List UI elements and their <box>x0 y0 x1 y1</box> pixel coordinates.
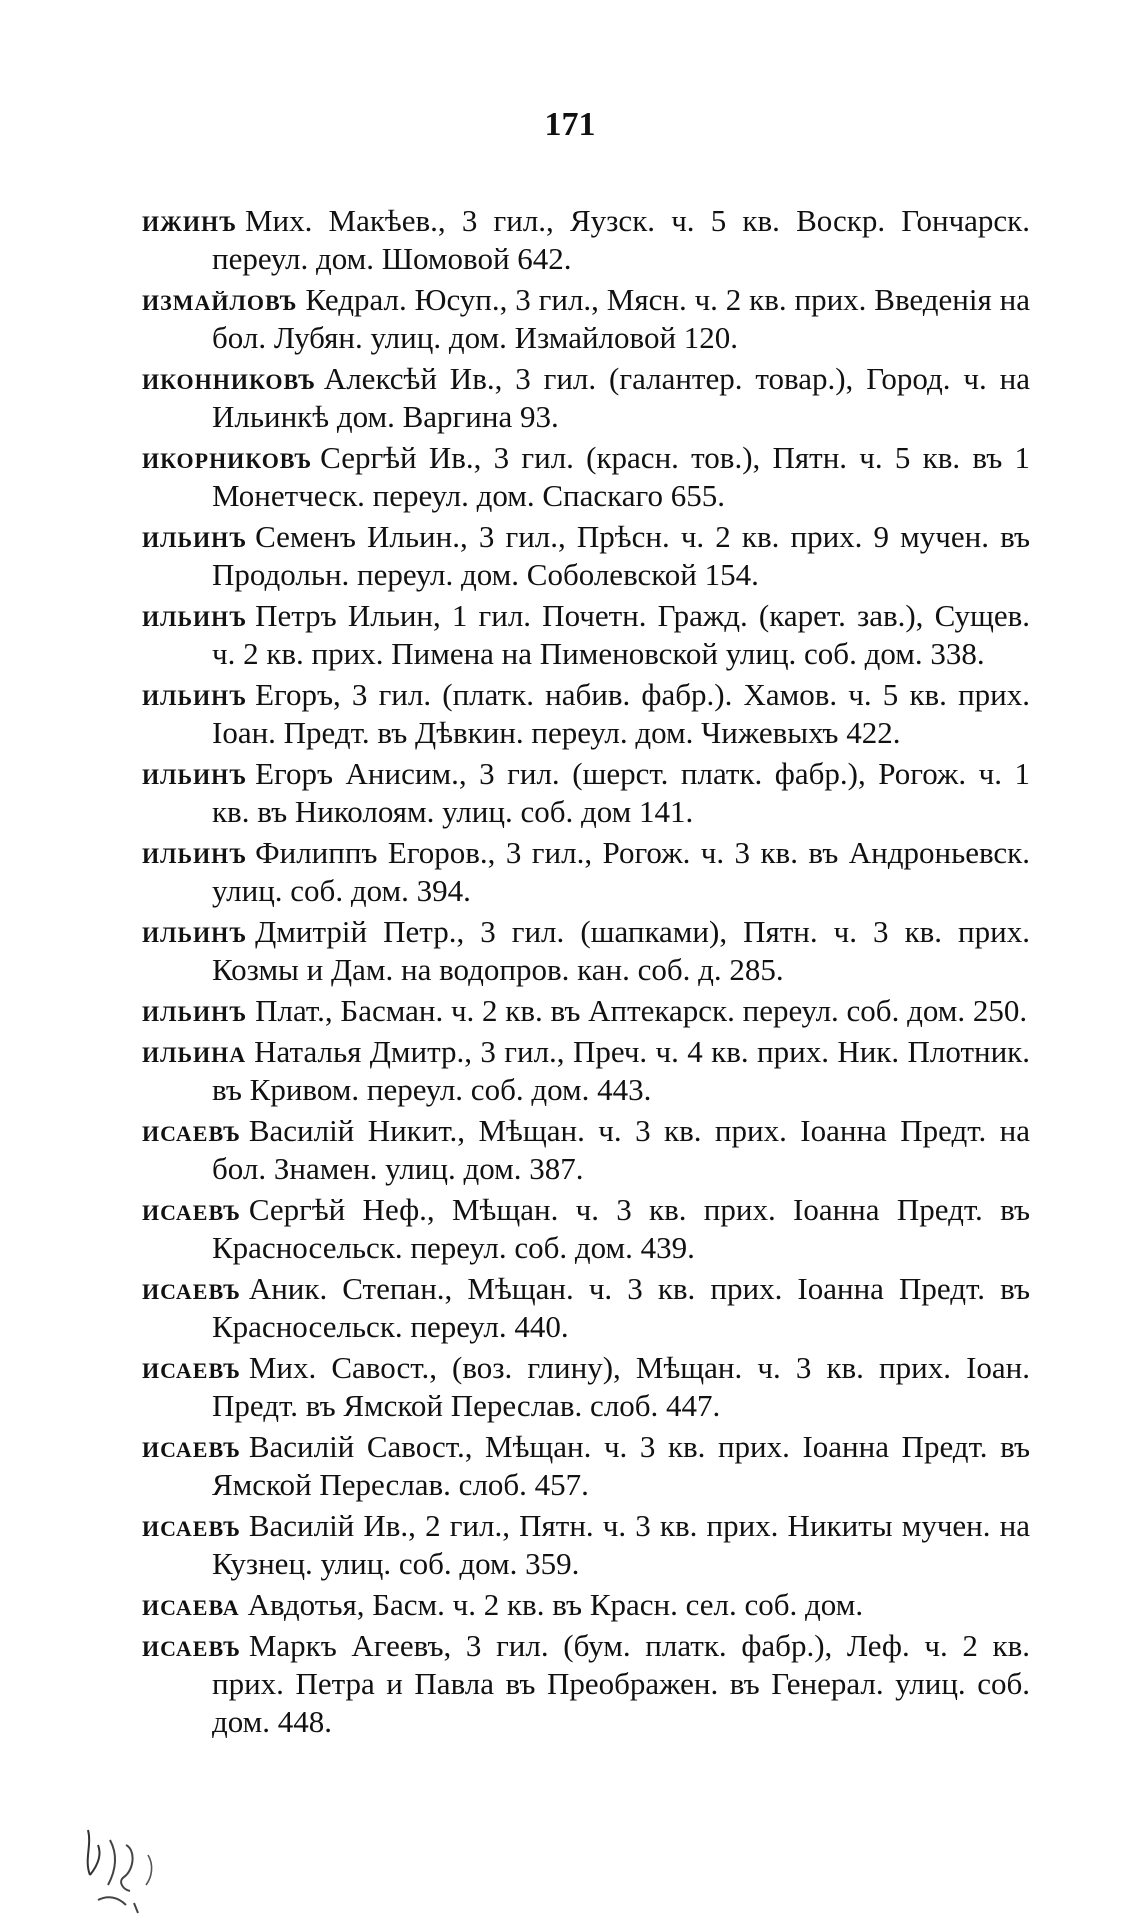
directory-entries <box>142 202 1030 1744</box>
entry-text: Филиппъ Егоров., 3 гил., Рогож. ч. 3 кв. въ Андроньевск. улиц. соб. дом. 394. <box>212 835 1030 908</box>
entry-text: Авдотья, Басм. ч. 2 кв. въ Красн. сел. соб. дом. <box>247 1587 864 1622</box>
entry-surname: иконниковъ <box>142 361 316 396</box>
entry-surname: измайловъ <box>142 282 298 317</box>
entry-surname: исаевъ <box>142 1192 241 1227</box>
entry-text: Василій Савост., Мѣщан. ч. 3 кв. прих. Іоанна Предт. въ Ямской Переслав. слоб. 457. <box>212 1429 1030 1502</box>
directory-entry <box>142 834 1030 910</box>
directory-entry <box>142 755 1030 831</box>
entry-text: Егоръ, 3 гил. (платк. набив. фабр.). Хамов. ч. 5 кв. прих. Іоан. Предт. въ Дѣвкин. переул. дом. Чижевыхъ 422. <box>212 677 1030 750</box>
entry-surname: ильинъ <box>142 677 248 712</box>
directory-entry <box>142 1349 1030 1425</box>
entry-surname: исаевъ <box>142 1271 241 1306</box>
directory-entry <box>142 1507 1030 1583</box>
entry-text: Мих. Макѣев., 3 гил., Яузск. ч. 5 кв. Воскр. Гончарск. переул. дом. Шомовой 642. <box>212 203 1030 276</box>
directory-entry <box>142 1586 1030 1624</box>
directory-entry <box>142 913 1030 989</box>
directory-entry <box>142 518 1030 594</box>
entry-surname: исаевъ <box>142 1508 241 1543</box>
directory-entry <box>142 1428 1030 1504</box>
handwritten-marginalia <box>78 1815 188 1920</box>
entry-text: Алексѣй Ив., 3 гил. (галантер. товар.), Город. ч. на Ильинкѣ дом. Варгина 93. <box>212 361 1030 434</box>
directory-entry <box>142 1191 1030 1267</box>
entry-surname: ижинъ <box>142 203 237 238</box>
page-number: 171 <box>544 106 596 143</box>
entry-surname: исаевъ <box>142 1429 241 1464</box>
entry-text: Мих. Савост., (воз. глину), Мѣщан. ч. 3 кв. прих. Іоан. Предт. въ Ямской Переслав. слоб. 447. <box>212 1350 1030 1423</box>
directory-entry <box>142 1270 1030 1346</box>
entry-text: Василій Никит., Мѣщан. ч. 3 кв. прих. Іоанна Предт. на бол. Знамен. улиц. дом. 387. <box>212 1113 1030 1186</box>
directory-entry <box>142 1112 1030 1188</box>
entry-surname: ильинъ <box>142 756 248 791</box>
entry-text: Кедрал. Юсуп., 3 гил., Мясн. ч. 2 кв. прих. Введенія на бол. Лубян. улиц. дом. Измайловой 120. <box>212 282 1030 355</box>
directory-entry <box>142 202 1030 278</box>
entry-surname: ильинъ <box>142 598 248 633</box>
directory-entry <box>142 360 1030 436</box>
entry-text: Семенъ Ильин., 3 гил., Прѣсн. ч. 2 кв. прих. 9 мучен. въ Продольн. переул. дом. Соболевской 154. <box>212 519 1030 592</box>
entry-surname: ильинъ <box>142 519 248 554</box>
entry-surname: исаевъ <box>142 1628 241 1663</box>
directory-entry <box>142 992 1030 1030</box>
entry-text: Плат., Басман. ч. 2 кв. въ Аптекарск. переул. соб. дом. 250. <box>255 993 1028 1028</box>
entry-text: Петръ Ильин, 1 гил. Почетн. Гражд. (карет. зав.), Сущев. ч. 2 кв. прих. Пимена на Пименовской улиц. соб. дом. 338. <box>212 598 1030 671</box>
directory-entry <box>142 676 1030 752</box>
entry-surname: ильинъ <box>142 993 248 1028</box>
entry-text: Егоръ Анисим., 3 гил. (шерст. платк. фабр.), Рогож. ч. 1 кв. въ Николоям. улиц. соб. дом 141. <box>212 756 1030 829</box>
entry-surname: ильинъ <box>142 914 248 949</box>
directory-entry <box>142 1033 1030 1109</box>
entry-text: Аник. Степан., Мѣщан. ч. 3 кв. прих. Іоанна Предт. въ Красносельск. переул. 440. <box>212 1271 1030 1344</box>
directory-entry <box>142 1627 1030 1741</box>
directory-entry <box>142 439 1030 515</box>
entry-text: Сергѣй Неф., Мѣщан. ч. 3 кв. прих. Іоанна Предт. въ Красносельск. переул. соб. дом. 439. <box>212 1192 1030 1265</box>
entry-surname: исаевъ <box>142 1113 241 1148</box>
entry-surname: исаевъ <box>142 1350 241 1385</box>
entry-text: Маркъ Агеевъ, 3 гил. (бум. платк. фабр.), Леф. ч. 2 кв. прих. Петра и Павла въ Преображен. въ Генерал. улиц. соб. дом. 448. <box>212 1628 1030 1739</box>
entry-text: Сергѣй Ив., 3 гил. (красн. тов.), Пятн. ч. 5 кв. въ 1 Монетческ. переул. дом. Спаскаго 655. <box>212 440 1030 513</box>
entry-surname: икорниковъ <box>142 440 313 475</box>
entry-text: Дмитрій Петр., 3 гил. (шапками), Пятн. ч. 3 кв. прих. Козмы и Дам. на водопров. кан. соб. д. 285. <box>212 914 1030 987</box>
directory-entry <box>142 281 1030 357</box>
entry-text: Василій Ив., 2 гил., Пятн. ч. 3 кв. прих. Никиты мучен. на Кузнец. улиц. соб. дом. 359. <box>212 1508 1030 1581</box>
directory-entry <box>142 597 1030 673</box>
entry-surname: ильина <box>142 1034 247 1069</box>
entry-text: Наталья Дмитр., 3 гил., Преч. ч. 4 кв. прих. Ник. Плотник. въ Кривом. переул. соб. дом. 443. <box>212 1034 1030 1107</box>
entry-surname: ильинъ <box>142 835 248 870</box>
entry-surname: исаева <box>142 1587 240 1622</box>
